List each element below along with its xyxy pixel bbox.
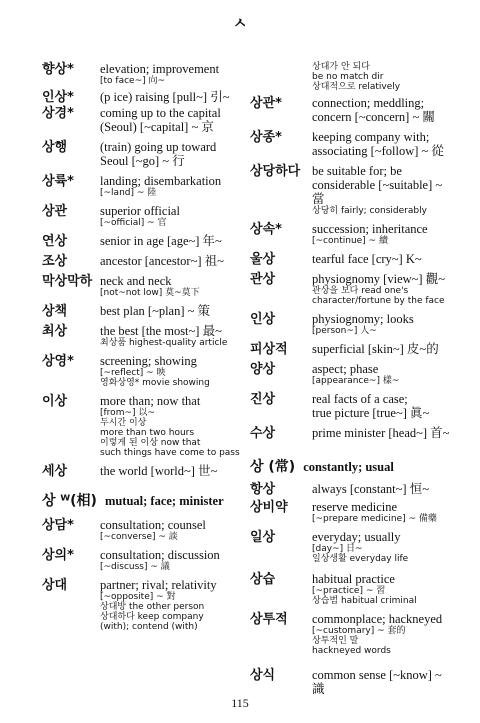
dictionary-entry xyxy=(250,130,450,158)
entry-definition: landing; disembarkation xyxy=(100,174,222,188)
entry-definition: best plan [~plan] ~ 策 xyxy=(100,304,211,318)
entry-headword: 상의* xyxy=(42,548,74,563)
entry-headword: 양상 xyxy=(250,362,276,377)
entry-subline: 두시간 이상 xyxy=(100,418,147,428)
entry-headword: 상관* xyxy=(250,96,282,111)
dictionary-entry xyxy=(250,164,450,216)
entry-subline: (with); contend (with) xyxy=(100,622,198,632)
entry-headword: 상관 xyxy=(42,204,68,219)
entry-subline: [~converse] ~ 談 xyxy=(100,532,178,542)
dictionary-entry xyxy=(250,426,450,440)
entry-definition: reserve medicine xyxy=(312,500,398,514)
entry-headword: 막상막하 xyxy=(42,274,93,289)
entry-headword: 일상 xyxy=(250,530,276,545)
entry-definition: tearful face [cry~] K~ xyxy=(312,252,422,266)
continued-line: 상대가 안 되다 xyxy=(312,62,370,72)
entry-headword: 연상 xyxy=(42,234,68,249)
entry-headword: 울상 xyxy=(250,252,276,267)
entry-definition: elevation; improvement xyxy=(100,62,220,76)
entry-subline: 관상을 보다 read one's xyxy=(312,286,409,296)
section-meaning: constantly; usual xyxy=(303,460,394,474)
dictionary-entry xyxy=(250,272,450,306)
entry-headword: 상담* xyxy=(42,518,74,533)
entry-definition: always [constant~] 恒~ xyxy=(312,482,429,496)
dictionary-entry xyxy=(42,62,252,86)
entry-subline: [~reflect] ~ 映 xyxy=(100,368,166,378)
entry-definition: true picture [true~] 眞~ xyxy=(312,406,430,420)
dictionary-entry xyxy=(250,312,450,336)
continued-entry xyxy=(250,62,450,92)
entry-headword: 상행 xyxy=(42,140,68,155)
dictionary-entry xyxy=(250,392,450,420)
entry-definition: coming up to the capital xyxy=(100,106,221,120)
entry-headword: 상대 xyxy=(42,578,68,593)
section-headword: 상 ᵂ(相) xyxy=(42,493,97,509)
entry-subline: [to face~] 向~ xyxy=(100,76,166,86)
entry-definition: commonplace; hackneyed xyxy=(312,612,443,626)
entry-definition: the world [world~] 世~ xyxy=(100,464,218,478)
entry-headword: 세상 xyxy=(42,464,68,479)
dictionary-entry xyxy=(250,362,450,386)
dictionary-entry xyxy=(250,482,450,496)
dictionary-entry xyxy=(250,500,450,524)
entry-definition: consultation; counsel xyxy=(100,518,206,532)
entry-definition: physiognomy; looks xyxy=(312,312,414,326)
entry-subline: 영화상영* movie showing xyxy=(100,378,210,388)
section-heading xyxy=(250,458,450,476)
continued-line: 상대적으로 relatively xyxy=(312,82,401,92)
entry-headword: 관상 xyxy=(250,272,276,287)
dictionary-entry xyxy=(250,668,450,696)
dictionary-entry xyxy=(250,530,450,564)
entry-subline: [~land] ~ 陸 xyxy=(100,188,157,198)
entry-definition: (Seoul) [~capital] ~ 京 xyxy=(100,120,214,134)
entry-subline: 상대방 the other person xyxy=(100,602,205,612)
entry-definition: consultation; discussion xyxy=(100,548,220,562)
dictionary-entry xyxy=(250,252,450,266)
entry-headword: 상영* xyxy=(42,354,74,369)
entry-definition: prime minister [head~] 首~ xyxy=(312,426,450,440)
entry-subline: 상대하다 keep company xyxy=(100,612,204,622)
entry-headword: 항상 xyxy=(250,482,276,497)
entry-subline: [day~] 日~ xyxy=(312,544,363,554)
entry-definition: connection; meddling; xyxy=(312,96,425,110)
entry-subline: more than two hours xyxy=(100,428,195,438)
entry-definition: considerable [~suitable] ~ 當 xyxy=(312,178,443,206)
entry-headword: 상륙* xyxy=(42,174,74,189)
entry-definition: physiognomy [view~] 觀~ xyxy=(312,272,445,286)
entry-subline: 상투적인 말 xyxy=(312,636,359,646)
entry-definition: (train) going up toward xyxy=(100,140,217,154)
dictionary-entry xyxy=(42,204,252,228)
dictionary-entry xyxy=(42,324,252,348)
entry-headword: 최상 xyxy=(42,324,68,339)
entry-definition: more than; now that xyxy=(100,394,201,408)
entry-subline: [person~] 人~ xyxy=(312,326,377,336)
entry-subline: [~opposite] ~ 對 xyxy=(100,592,176,602)
left-column xyxy=(42,62,252,632)
entry-definition: partner; rival; relativity xyxy=(100,578,217,592)
entry-headword: 피상적 xyxy=(250,342,288,357)
dictionary-entry xyxy=(42,304,252,318)
entry-subline: such things have come to pass xyxy=(100,448,240,458)
dictionary-entry xyxy=(250,572,450,606)
dictionary-entry xyxy=(42,254,252,268)
entry-subline: character/fortune by the face xyxy=(312,296,445,306)
dictionary-entry xyxy=(250,612,450,656)
dictionary-entry xyxy=(42,464,252,478)
section-meaning: mutual; face; minister xyxy=(104,494,224,508)
dictionary-entry xyxy=(250,96,450,124)
right-column xyxy=(250,62,450,696)
entry-definition: screening; showing xyxy=(100,354,197,368)
entry-headword: 수상 xyxy=(250,426,276,441)
entry-definition: superior official xyxy=(100,204,180,218)
continued-line: be no match dir xyxy=(312,72,384,82)
section-heading xyxy=(42,492,252,510)
entry-subline: 일상생활 everyday life xyxy=(312,554,409,564)
entry-definition: the best [the most~] 最~ xyxy=(100,324,222,338)
page-number: 115 xyxy=(231,696,249,710)
entry-subline: [~practice] ~ 習 xyxy=(312,586,386,596)
entry-subline: [~discuss] ~ 議 xyxy=(100,562,170,572)
entry-subline: 상습범 habitual criminal xyxy=(312,596,417,606)
entry-definition: associating [~follow] ~ 從 xyxy=(312,144,444,158)
dictionary-entry xyxy=(42,274,252,298)
entry-headword: 조상 xyxy=(42,254,68,269)
entry-headword: 인상* xyxy=(42,90,74,105)
entry-definition: (p ice) raising [pull~] 引~ xyxy=(100,90,230,104)
entry-subline: [appearance~] 樣~ xyxy=(312,376,400,386)
dictionary-entry xyxy=(42,234,252,248)
entry-definition: concern [~concern] ~ 關 xyxy=(312,110,435,124)
dictionary-entry xyxy=(42,518,252,542)
entry-headword: 상종* xyxy=(250,130,282,145)
entry-definition: superficial [skin~] 皮~的 xyxy=(312,342,439,356)
entry-subline: [~continue] ~ 續 xyxy=(312,236,388,246)
dictionary-entry xyxy=(42,354,252,388)
entry-subline: [not~not low] 莫~莫下 xyxy=(100,288,200,298)
page-header-glyph: ㅅ xyxy=(232,14,248,32)
entry-subline: [~customary] ~ 套的 xyxy=(312,626,406,636)
entry-definition: everyday; usually xyxy=(312,530,401,544)
entry-definition: keeping company with; xyxy=(312,130,430,144)
entry-subline: hackneyed words xyxy=(312,646,391,656)
dictionary-entry xyxy=(250,222,450,246)
entry-headword: 이상 xyxy=(42,394,68,409)
entry-definition: habitual practice xyxy=(312,572,395,586)
entry-headword: 상식 xyxy=(250,668,276,683)
entry-headword: 상습 xyxy=(250,572,276,587)
entry-headword: 상경* xyxy=(42,106,74,121)
dictionary-entry xyxy=(42,106,252,134)
dictionary-entry xyxy=(42,578,252,632)
entry-subline: 최상품 highest-quality article xyxy=(100,338,228,348)
entry-definition: common sense [~know] ~識 xyxy=(312,668,442,696)
entry-subline: 이렇게 된 이상 now that xyxy=(100,438,201,448)
entry-subline: [from~] 以~ xyxy=(100,408,155,418)
dictionary-entry xyxy=(42,174,252,198)
entry-headword: 진상 xyxy=(250,392,276,407)
entry-headword: 상비약 xyxy=(250,500,288,515)
entry-headword: 상당하다 xyxy=(250,164,301,179)
entry-subline: [~prepare medicine] ~ 備藥 xyxy=(312,514,437,524)
entry-definition: be suitable for; be xyxy=(312,164,402,178)
entry-definition: ancestor [ancestor~] 祖~ xyxy=(100,254,224,268)
entry-definition: aspect; phase xyxy=(312,362,379,376)
section-headword: 상 (常) xyxy=(250,459,296,475)
entry-definition: neck and neck xyxy=(100,274,172,288)
entry-definition: Seoul [~go] ~ 行 xyxy=(100,154,185,168)
entry-definition: succession; inheritance xyxy=(312,222,428,236)
entry-subline: [~official] ~ 官 xyxy=(100,218,167,228)
entry-definition: senior in age [age~] 年~ xyxy=(100,234,222,248)
entry-subline: 상당히 fairly; considerably xyxy=(312,206,427,216)
entry-headword: 상투적 xyxy=(250,612,288,627)
entry-headword: 상책 xyxy=(42,304,68,319)
entry-headword: 인상 xyxy=(250,312,276,327)
dictionary-entry xyxy=(42,394,252,458)
dictionary-entry xyxy=(42,548,252,572)
entry-headword: 상속* xyxy=(250,222,282,237)
entry-definition: real facts of a case; xyxy=(312,392,408,406)
dictionary-entry xyxy=(42,90,252,104)
dictionary-entry xyxy=(42,140,252,168)
entry-headword: 향상* xyxy=(42,62,74,77)
dictionary-entry xyxy=(250,342,450,356)
